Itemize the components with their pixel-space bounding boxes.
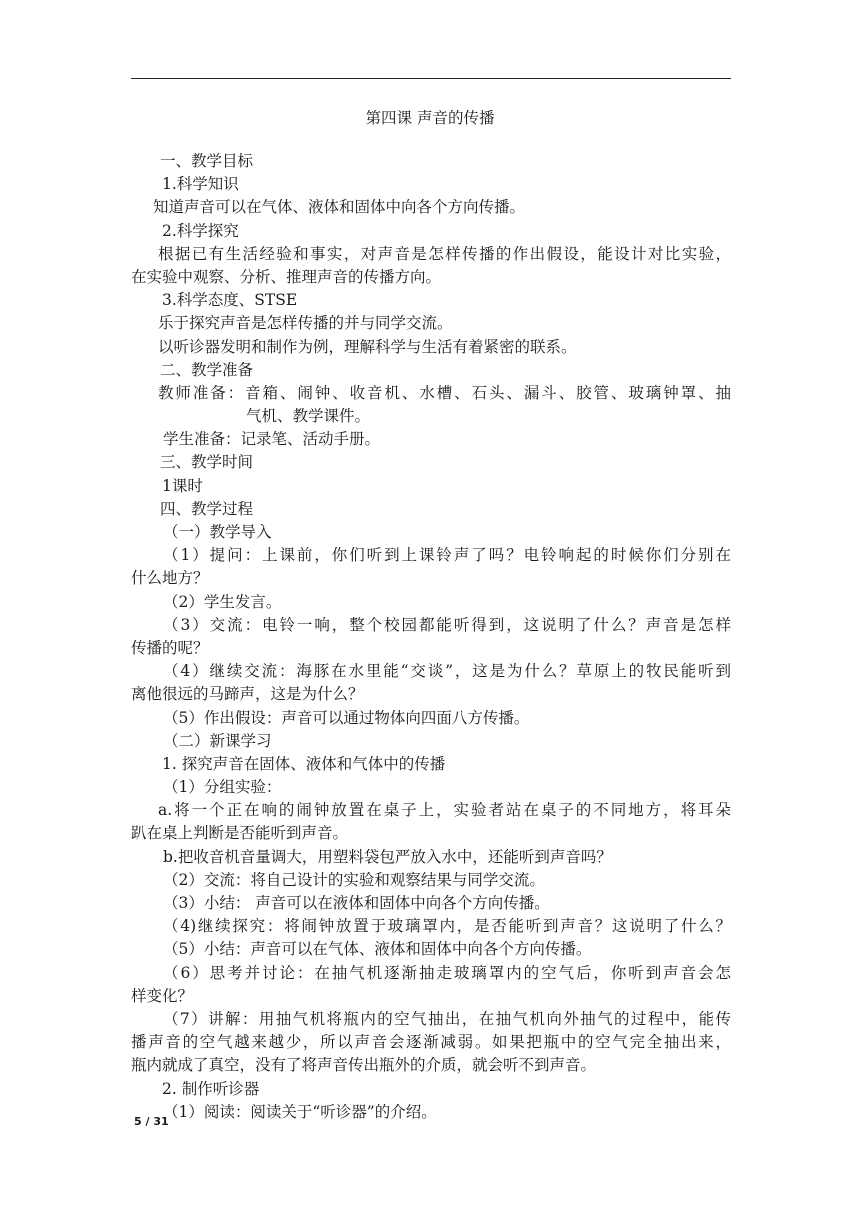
text-line: 2. 制作听诊器 bbox=[162, 1079, 260, 1098]
text-line: 离他很远的马蹄声，这是为什么？ bbox=[131, 685, 364, 704]
text-line: （2）学生发言。 bbox=[163, 592, 282, 611]
text-line: （5）小结：声音可以在气体、液体和固体中向各个方向传播。 bbox=[163, 940, 592, 959]
page-number: 5 / 31 bbox=[134, 1115, 169, 1128]
text-line: 教师准备：音箱、闹钟、收音机、水槽、石头、漏斗、胶管、玻璃钟罩、抽 bbox=[158, 383, 731, 402]
text-line: 一、教学目标 bbox=[160, 152, 254, 170]
header-rule bbox=[131, 78, 731, 79]
text-line: （3）小结： 声音可以在液体和固体中向各个方向传播。 bbox=[163, 894, 550, 912]
text-line: 1.科学知识 bbox=[162, 175, 239, 194]
text-line: （7）讲解：用抽气机将瓶内的空气抽出，在抽气机向外抽气的过程中，能传 bbox=[163, 1009, 731, 1028]
text-line: 1. 探究声音在固体、液体和气体中的传播 bbox=[162, 754, 446, 773]
text-line: 学生准备：记录笔、活动手册。 bbox=[163, 430, 381, 449]
text-line: a.将一个正在响的闹钟放置在桌子上，实验者站在桌子的不同地方，将耳朵 bbox=[158, 801, 731, 820]
text-line: （6）思考并讨论：在抽气机逐渐抽走玻璃罩内的空气后，你听到声音会怎 bbox=[163, 963, 731, 982]
text-line: 乐于探究声音是怎样传播的并与同学交流。 bbox=[158, 314, 453, 333]
text-line: 什么地方？ bbox=[131, 569, 209, 588]
text-line: 播声音的空气越来越少，所以声音会逐渐减弱。如果把瓶中的空气完全抽出来， bbox=[131, 1033, 731, 1052]
text-line: 根据已有生活经验和事实，对声音是怎样传播的作出假设，能设计对比实验， bbox=[158, 244, 731, 263]
text-line: （4)继续探究：将闹钟放置于玻璃罩内，是否能听到声音？这说明了什么？ bbox=[163, 917, 731, 936]
text-line: 以听诊器发明和制作为例，理解科学与生活有着紧密的联系。 bbox=[158, 337, 577, 356]
text-line: 瓶内就成了真空，没有了将声音传出瓶外的介质，就会听不到声音。 bbox=[131, 1056, 597, 1075]
text-line: 2.科学探究 bbox=[162, 221, 239, 240]
text-line: 趴在桌上判断是否能听到声音。 bbox=[131, 824, 349, 843]
text-line: （1）提问：上课前，你们听到上课铃声了吗？电铃响起的时候你们分别在 bbox=[163, 546, 731, 565]
text-line: （1）阅读：阅读关于“听诊器”的介绍。 bbox=[163, 1102, 437, 1121]
text-line: （3）交流：电铃一响，整个校园都能听得到，这说明了什么？声音是怎样 bbox=[163, 615, 731, 634]
document-body bbox=[131, 150, 731, 1124]
text-line: 1课时 bbox=[162, 476, 203, 495]
text-line: b.把收音机音量调大，用塑料袋包严放入水中，还能听到声音吗？ bbox=[163, 847, 612, 866]
lesson-title: 第四课 声音的传播 bbox=[365, 109, 495, 127]
text-line: 3.科学态度、STSE bbox=[162, 291, 298, 310]
text-line: （一）教学导入 bbox=[163, 523, 272, 541]
text-line: 气机、教学课件。 bbox=[246, 407, 371, 426]
text-line: 样变化？ bbox=[131, 986, 194, 1005]
text-line: 知道声音可以在气体、液体和固体中向各个方向传播。 bbox=[153, 198, 526, 217]
text-line: （1）分组实验： bbox=[163, 778, 282, 797]
text-line: （二）新课学习 bbox=[163, 731, 272, 750]
text-line: （4）继续交流：海豚在水里能“交谈”，这是为什么？草原上的牧民能听到 bbox=[163, 662, 731, 681]
text-line: 四、教学过程 bbox=[160, 499, 254, 518]
text-line: 在实验中观察、分析、推理声音的传播方向。 bbox=[131, 267, 442, 286]
text-line: 传播的呢？ bbox=[131, 638, 209, 657]
text-line: （5）作出假设：声音可以通过物体向四面八方传播。 bbox=[163, 708, 530, 727]
text-line: （2）交流：将自己设计的实验和观察结果与同学交流。 bbox=[163, 870, 545, 889]
text-line: 三、教学时间 bbox=[160, 453, 254, 472]
text-line: 二、教学准备 bbox=[160, 360, 254, 379]
